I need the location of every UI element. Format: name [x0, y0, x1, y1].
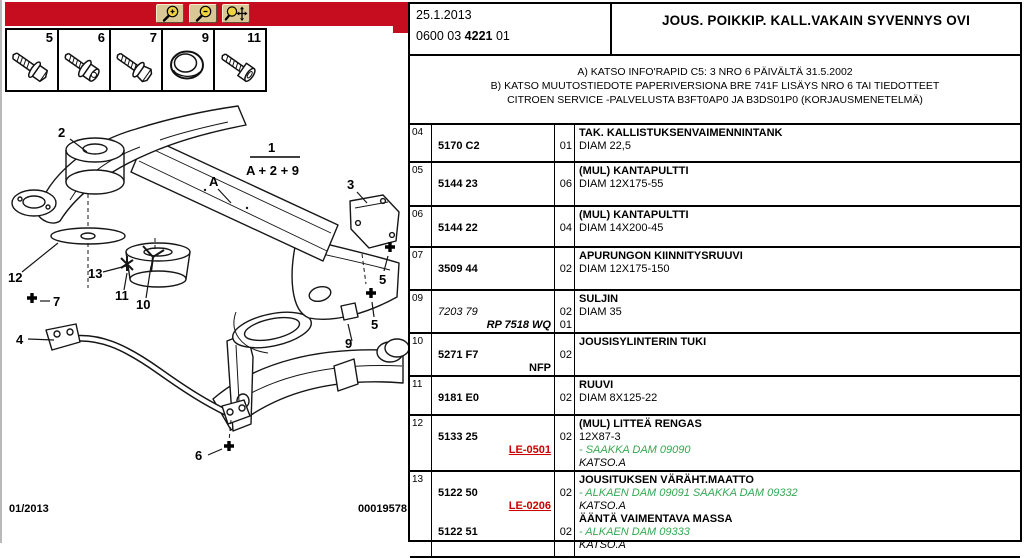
diagram-callout-2: 2: [58, 125, 66, 140]
part-number-cell: [432, 125, 555, 161]
part-description-name: SULJIN: [579, 293, 619, 305]
description-cell: [575, 377, 1020, 414]
quantity-cell: [555, 248, 575, 289]
parts-table-row[interactable]: [410, 377, 1020, 416]
part-thumbnail-number: 9: [201, 30, 209, 45]
diagram-callout-12: 12: [8, 270, 23, 285]
page-header: [410, 4, 1020, 56]
parts-table-row[interactable]: [410, 291, 1020, 334]
part-thumbnail-number: 7: [149, 30, 157, 45]
part-description-name: (MUL) KANTAPULTTI: [579, 165, 689, 177]
quantity-cell: [555, 207, 575, 246]
parts-table-row[interactable]: [410, 207, 1020, 248]
socket-screw-icon: [215, 43, 263, 89]
header-reference-cell: [410, 4, 612, 54]
note-line: A) KATSO INFO'RAPID C5: 3 NRO 6 PÄIVÄLTÄ 31.5.2002: [577, 66, 853, 78]
zoom-out-button[interactable]: [189, 4, 217, 23]
part-description-line: 12X87-3: [579, 431, 621, 443]
part-number: 5122 50: [438, 487, 478, 499]
notes-block: [410, 56, 1020, 125]
quantity-cell: [555, 125, 575, 161]
part-description-line: DIAM 12X175-55: [579, 178, 664, 190]
bolt-cross-icon: [27, 293, 37, 303]
description-cell: [575, 163, 1020, 205]
diagram-callout-6: 6: [195, 448, 203, 463]
part-number-suffix: 01: [492, 29, 510, 43]
part-number: 9181 E0: [438, 392, 479, 404]
parts-table-row[interactable]: [410, 125, 1020, 163]
spacer-line: [555, 209, 574, 222]
row-index-cell: 10: [410, 334, 432, 375]
spacer-line: [432, 165, 554, 178]
part-thumbnail-number: 11: [247, 30, 261, 45]
parts-table: [410, 125, 1020, 558]
spacer-line: [432, 209, 554, 222]
viewer-toolbar-buttons: [156, 4, 250, 23]
spacer-line: [579, 349, 1020, 362]
spacer-line: [432, 379, 554, 392]
diagram-callout-4: 4: [16, 332, 24, 347]
part-number: 5170 C2: [438, 140, 480, 152]
quantity-cell: [555, 377, 575, 414]
part-description-line: KATSO.A: [579, 500, 626, 512]
part-thumbnail-cell[interactable]: [5, 28, 59, 92]
spacer-line: [579, 319, 1020, 332]
part-description-name: (MUL) KANTAPULTTI: [579, 209, 689, 221]
part-description-line: - SAAKKA DAM 09090: [579, 444, 691, 456]
diagram-callout-3: 3: [347, 177, 355, 192]
part-thumbnail-cell[interactable]: [213, 28, 267, 92]
spacer-line: [432, 250, 554, 263]
part-ref-note: NFP: [529, 362, 551, 374]
header-part-number: [416, 29, 610, 43]
description-cell: [575, 416, 1020, 470]
row-index-cell: 06: [410, 207, 432, 246]
page-title: JOUS. POIKKIP. KALL.VAKAIN SYVENNYS OVI: [661, 13, 971, 28]
spacer-line: [432, 293, 554, 306]
diagram-callout-13: 13: [88, 266, 103, 281]
spacer-line: [555, 362, 574, 375]
row-index-cell: 13: [410, 472, 432, 556]
part-description-name: ÄÄNTÄ VAIMENTAVA MASSA: [579, 513, 733, 525]
quantity-cell: [555, 472, 575, 556]
quantity-value: 02: [559, 487, 572, 499]
spacer-line: [432, 474, 554, 487]
description-cell: [575, 334, 1020, 375]
flange-bolt-icon: [59, 43, 107, 89]
assembly-formula: [246, 140, 300, 178]
quantity-value: 02: [559, 392, 572, 404]
part-number: 5133 25: [438, 431, 478, 443]
parts-list-panel: [408, 2, 1022, 551]
fastener-thumbnail-strip: [5, 28, 267, 92]
part-number: 5144 22: [438, 222, 478, 234]
part-description-line: - ALKAEN DAM 09333: [579, 526, 690, 538]
part-thumbnail-cell[interactable]: [109, 28, 163, 92]
spacer-line: [555, 539, 574, 552]
spacer-line: [555, 165, 574, 178]
diagram-callout-5: 5: [371, 317, 379, 332]
description-cell: [575, 291, 1020, 332]
zoom-in-icon: [159, 5, 181, 23]
description-cell: [575, 207, 1020, 246]
part-description-line: DIAM 12X175-150: [579, 263, 670, 275]
part-thumbnail-number: 5: [45, 30, 53, 45]
part-number-cell: [432, 163, 555, 205]
diagram-callout-10: 10: [136, 297, 151, 312]
part-description-line: KATSO.A: [579, 457, 626, 469]
bracket-shape: [350, 195, 399, 248]
part-description-line: - ALKAEN DAM 09091 SAAKKA DAM 09332: [579, 487, 798, 499]
part-description-name: TAK. KALLISTUKSENVAIMENNINTANK: [579, 127, 783, 139]
header-date: 25.1.2013: [416, 8, 472, 22]
row-index-cell: 04: [410, 125, 432, 161]
part-number-prefix: 0600 03: [416, 29, 465, 43]
part-description-name: RUUVI: [579, 379, 614, 391]
part-number-cell: [432, 334, 555, 375]
part-number-cell: [432, 416, 555, 470]
part-description-name: APURUNGON KIINNITYSRUUVI: [579, 250, 743, 262]
zoom-in-button[interactable]: [156, 4, 184, 23]
part-thumbnail-number: 6: [97, 30, 105, 45]
spacer-line: [555, 500, 574, 513]
part-number-cell: [432, 377, 555, 414]
spacer-line: [432, 336, 554, 349]
part-thumbnail-cell[interactable]: [57, 28, 111, 92]
description-cell: [575, 472, 1020, 556]
part-ref-link[interactable]: LE-0501: [508, 444, 551, 456]
viewer-toolbar-end-block: [393, 2, 409, 33]
part-description-name: JOUSISYLINTERIN TUKI: [579, 336, 707, 348]
formula-denominator: A + 2 + 9: [246, 163, 299, 178]
formula-numerator: 1: [268, 140, 276, 155]
spacer-line: [555, 127, 574, 140]
parts-table-row[interactable]: [410, 248, 1020, 291]
spacer-line: [432, 457, 554, 470]
quantity-cell: [555, 163, 575, 205]
spacer-line: [555, 444, 574, 457]
plug-seal-icon: [163, 43, 211, 89]
diagram-callout-11: 11: [115, 288, 129, 303]
spacer-line: [555, 418, 574, 431]
parts-table-row[interactable]: [410, 163, 1020, 207]
plug-square-shape: [341, 303, 358, 320]
part-number-cell: [432, 248, 555, 289]
spacer-line: [432, 539, 554, 552]
diagram-callout-5: 5: [379, 272, 387, 287]
row-index-cell: 11: [410, 377, 432, 414]
description-cell: [575, 125, 1020, 161]
part-description-line: DIAM 14X200-45: [579, 222, 664, 234]
quantity-value: 02: [559, 526, 572, 538]
row-index-cell: 09: [410, 291, 432, 332]
part-number-cell: [432, 472, 555, 556]
zoom-pan-button[interactable]: [222, 4, 250, 23]
part-number-main: 4221: [464, 29, 493, 43]
spacer-line: [555, 513, 574, 526]
quantity-cell: [555, 416, 575, 470]
axle-beam-shape: [131, 136, 338, 261]
part-number: 7203 79: [438, 306, 478, 318]
zoom-pan-icon: [223, 5, 249, 23]
spacer-line: [555, 250, 574, 263]
quantity-value: 02: [559, 263, 572, 275]
quantity-value: 02: [559, 306, 572, 318]
quantity-value: 04: [559, 222, 572, 234]
spacer-line: [555, 379, 574, 392]
part-number: 5271 F7: [438, 349, 479, 361]
row-index-cell: 12: [410, 416, 432, 470]
part-number: 5144 23: [438, 178, 478, 190]
spacer-line: [555, 474, 574, 487]
part-description-line: DIAM 35: [579, 306, 622, 318]
parts-table-row[interactable]: [410, 416, 1020, 472]
part-number-cell: [432, 291, 555, 332]
spacer-line: [432, 513, 554, 526]
spacer-line: [432, 418, 554, 431]
part-number: 3509 44: [438, 263, 478, 275]
note-line: CITROEN SERVICE -PALVELUSTA B3FT0AP0 JA B3DS01P0 (KORJAUSMENETELMÄ): [507, 94, 923, 106]
part-thumbnail-cell[interactable]: [161, 28, 215, 92]
quantity-value: 02: [559, 431, 572, 443]
hex-bolt-washer-icon: [7, 43, 55, 89]
quantity-value: 01: [559, 140, 572, 152]
stabilizer-bar-shape: [46, 324, 250, 424]
row-index-cell: 07: [410, 248, 432, 289]
part-description-line: DIAM 22,5: [579, 140, 631, 152]
parts-table-row[interactable]: [410, 472, 1020, 558]
spacer-line: [555, 336, 574, 349]
quantity-value: 06: [559, 178, 572, 190]
spacer-line: [579, 362, 1020, 375]
quantity-value: 02: [559, 349, 572, 361]
diagram-callout-7: 7: [53, 294, 61, 309]
part-ref-link[interactable]: LE-0206: [508, 500, 551, 512]
part-description-line: KATSO.A: [579, 539, 626, 551]
spacer-line: [555, 457, 574, 470]
bolt-cross-icon: [224, 441, 234, 451]
part-number-cell: [432, 207, 555, 246]
diagram-callout-A: A: [209, 174, 219, 189]
part-number: 5122 51: [438, 526, 478, 538]
note-line: B) KATSO MUUTOSTIEDOTE PAPERIVERSIONA BRE 741F LISÄYS NRO 6 TAI TIEDOTTEET: [490, 80, 940, 92]
quantity-cell: [555, 334, 575, 375]
part-description-name: (MUL) LITTEÄ RENGAS: [579, 418, 702, 430]
diagram-panel: 1 A + 2 + 9 2 A 3 12 13 11 10 7 4 6 9 5 5 5 6 7 9 11 01/2013 00019578: [0, 0, 408, 543]
quantity-value: 01: [559, 319, 572, 331]
zoom-out-icon: [192, 5, 214, 23]
quantity-cell: [555, 291, 575, 332]
description-cell: [575, 248, 1020, 289]
part-ref-note: RP 7518 WQ: [486, 319, 551, 331]
hex-flange-bolt-icon: [111, 43, 159, 89]
row-index-cell: 05: [410, 163, 432, 205]
diagram-callout-9: 9: [345, 336, 353, 351]
diagram-date-label: 01/2013: [9, 503, 49, 515]
spacer-line: [432, 127, 554, 140]
parts-table-row[interactable]: [410, 334, 1020, 377]
part-description-name: JOUSITUKSEN VÄRÄHT.MAATTO: [579, 474, 754, 486]
part-description-line: DIAM 8X125-22: [579, 392, 658, 404]
spacer-line: [555, 293, 574, 306]
